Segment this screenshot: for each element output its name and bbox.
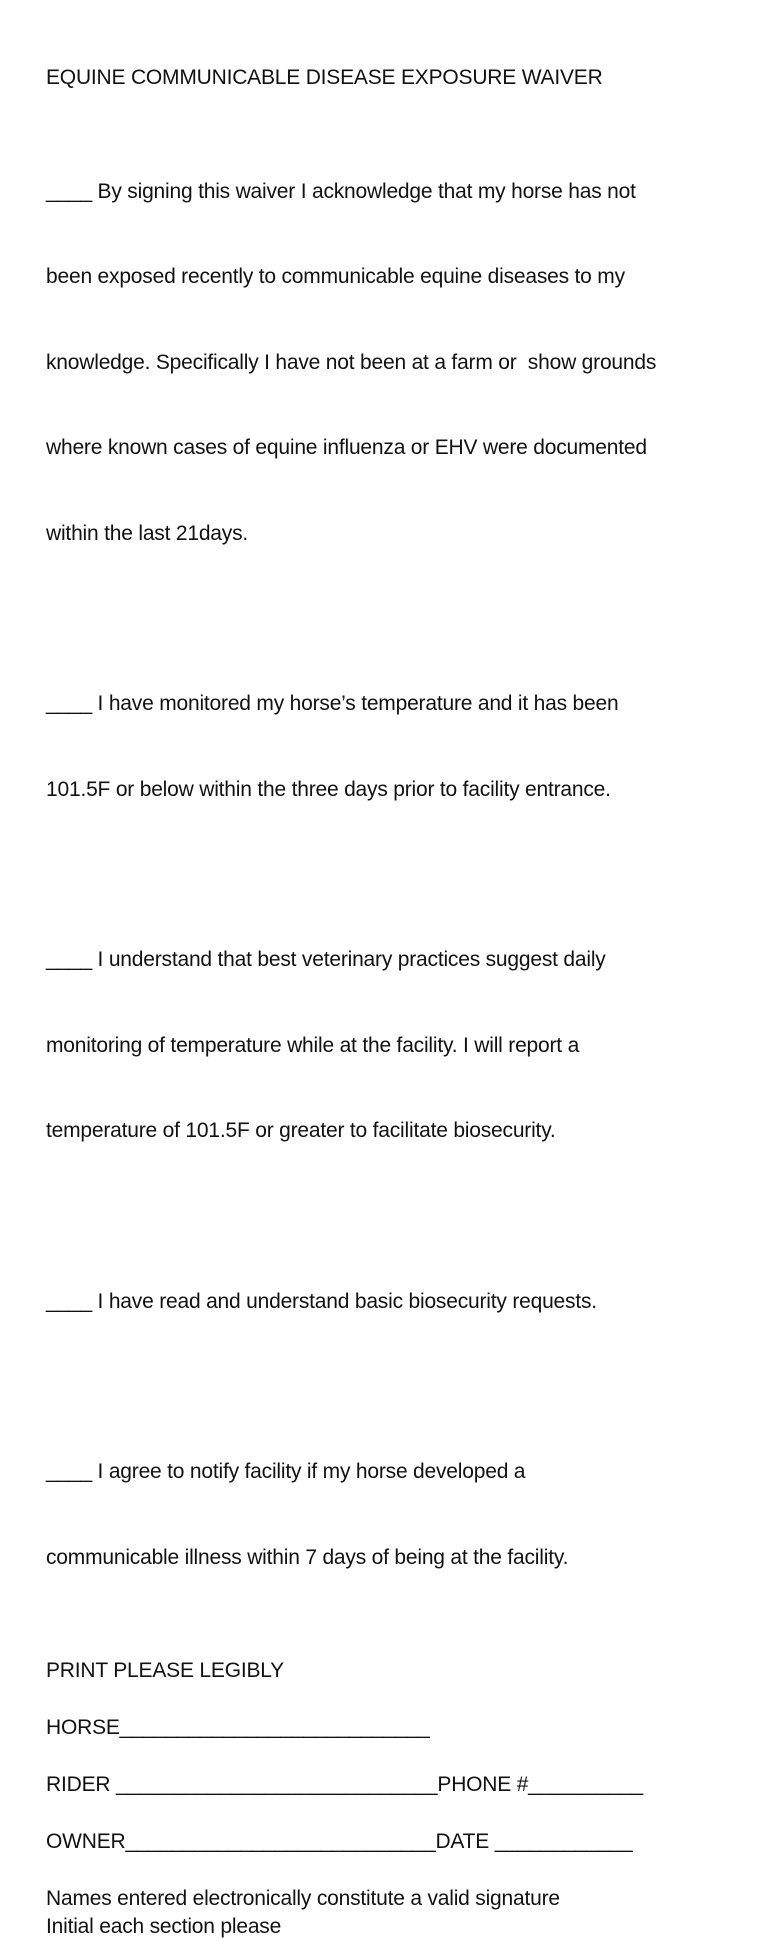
rider-phone-row <box>46 1771 736 1800</box>
section-text: I have read and understand basic biosecurity requests. <box>91 1289 597 1313</box>
section-notify-facility <box>46 1401 736 1629</box>
horse-field[interactable]: HORSE___________________________ <box>46 1715 430 1739</box>
initial-blank[interactable]: ____ <box>46 948 92 971</box>
waiver-document <box>46 64 736 1942</box>
section-daily-monitoring <box>46 889 736 1203</box>
section-text: where known cases of equine influenza or EHV were documented <box>46 436 647 459</box>
owner-field[interactable]: OWNER___________________________ <box>46 1829 436 1853</box>
section-biosecurity-read <box>46 1231 736 1374</box>
section-text: 101.5F or below within the three days prior to facility entrance. <box>46 777 611 801</box>
initial-blank[interactable]: ____ <box>46 1289 92 1313</box>
date-field[interactable]: DATE ____________ <box>435 1829 633 1853</box>
signature-notice: Names entered electronically constitute a valid signature <box>46 1886 560 1910</box>
section-text: monitoring of temperature while at the facility. I will report a <box>46 1033 580 1057</box>
section-text: By signing this waiver I acknowledge that my horse has not <box>91 179 636 203</box>
document-title: EQUINE COMMUNICABLE DISEASE EXPOSURE WAIVER <box>46 66 603 89</box>
section-text: temperature of 101.5F or greater to facilitate biosecurity. <box>46 1119 556 1142</box>
initial-notice: Initial each section please <box>46 1915 282 1938</box>
footer-notes <box>46 1885 736 1942</box>
rider-field[interactable]: RIDER ____________________________ <box>46 1772 438 1796</box>
phone-field[interactable]: PHONE #__________ <box>437 1772 643 1796</box>
initial-blank[interactable]: ____ <box>46 1460 92 1483</box>
initial-blank[interactable]: ____ <box>46 179 92 203</box>
section-text: communicable illness within 7 days of being at the facility. <box>46 1545 569 1569</box>
section-text: knowledge. Specifically I have not been at a farm or show grounds <box>46 350 657 374</box>
section-text: I have monitored my horse’s temperature and it has been <box>91 692 619 715</box>
initial-blank[interactable]: ____ <box>46 692 92 715</box>
section-text: I agree to notify facility if my horse developed a <box>91 1460 526 1483</box>
owner-date-row <box>46 1828 736 1857</box>
section-text: been exposed recently to communicable equine diseases to my <box>46 265 625 288</box>
section-text: I understand that best veterinary practices suggest daily <box>91 948 606 971</box>
section-temperature-monitored <box>46 633 736 861</box>
print-notice: PRINT PLEASE LEGIBLY <box>46 1659 284 1682</box>
section-text: within the last 21days. <box>46 521 249 545</box>
section-exposure <box>46 121 736 606</box>
